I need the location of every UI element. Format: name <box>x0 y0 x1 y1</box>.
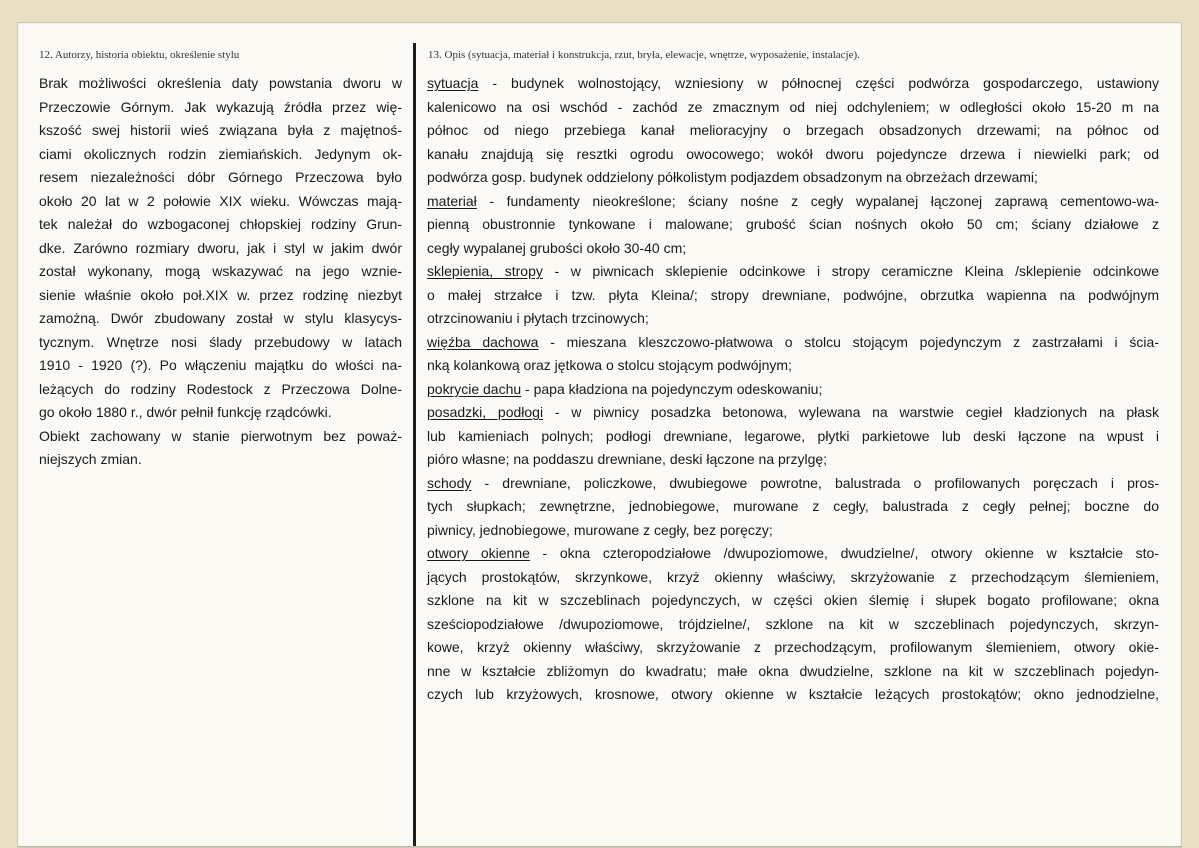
section-12-body <box>39 72 402 472</box>
line-text: - okna czteropodziałowe /dwupoziomowe, dwudzielne/, otwory okienne w kształcie sto- <box>529 545 1159 561</box>
text-line <box>427 354 1159 378</box>
line-text: piwnicy, jednobiegowe, murowane z cegły, bez poręczy; <box>427 521 773 538</box>
line-text: pienną obustronnie tynkowane i malowane; grubość ścian nośnych około 50 cm; ściany działowe z <box>427 216 1159 232</box>
line-text: lub kamieniach polnych; podłogi drewniane, legarowe, płytki parkietowe lub deski łączone na wpust i <box>427 427 1159 444</box>
section-12-header: 12. Autorzy, historia obiektu, określenie stylu <box>39 49 240 61</box>
text-line <box>427 307 1159 331</box>
line-text: nne w kształcie zbliżomyn do kwadratu; małe okna dwudzielne, szklone na kit w szczeblinach pojedyn- <box>427 662 1159 679</box>
section-term: posadzki, podłogi <box>427 404 544 420</box>
line-text: - w piwnicy posadzka betonowa, wylewana na warstwie cegieł kładzionych na płask <box>543 404 1159 420</box>
left-column <box>38 23 403 847</box>
text-line: niejszych zmian. <box>39 451 142 467</box>
text-line: został wykonany, mogą wskazywać na jego wznie- <box>39 263 402 279</box>
text-line <box>427 166 1159 190</box>
sheet-bottom-edge <box>18 846 1181 847</box>
text-line <box>427 260 1159 284</box>
text-line <box>427 190 1159 214</box>
line-text: otrzcinowaniu i płytach trzcinowych; <box>427 310 649 326</box>
text-line <box>427 519 1159 543</box>
text-line <box>427 613 1159 637</box>
text-line <box>427 143 1159 167</box>
text-line: Brak możliwości określenia daty powstania dworu w <box>39 75 402 91</box>
text-line: tek należał do wzbogaconej chłopskiej rodziny Grun- <box>39 216 402 232</box>
section-13-body <box>427 72 1159 707</box>
document-sheet <box>17 22 1182 848</box>
right-column <box>423 23 1163 847</box>
text-line: sienie właśnie około poł.XIX w. przez rodzinę niezbyt <box>39 286 402 303</box>
text-line: Obiekt zachowany w stanie pierwotnym bez poważ- <box>39 427 402 444</box>
text-line: dke. Zarówno rozmiary dworu, jak i styl w jakim dwór <box>39 239 402 256</box>
line-text: kalenicowo na osi wschód - zachód ze zmacznym od niej odchyleniem; w odległości około 15-20 m na <box>427 98 1159 115</box>
text-line: 1910 - 1920 (?). Po włączeniu majątku do włości na- <box>39 357 402 373</box>
text-line: tycznym. Wnętrze nosi ślady przebudowy w latach <box>39 333 402 350</box>
text-line: Przeczowie Górnym. Jak wykazują źródła przez wię- <box>39 98 402 115</box>
text-line: go około 1880 r., dwór pełnił funkcję rządcówki. <box>39 404 332 420</box>
text-line <box>427 472 1159 496</box>
text-line <box>427 636 1159 660</box>
section-term: więźba dachowa <box>427 333 539 350</box>
text-line <box>427 401 1159 425</box>
section-term: pokrycie dachu <box>427 380 522 397</box>
text-line <box>427 448 1159 472</box>
line-text: o małej strzałce i tzw. płyta Kleina/; stropy drewniane, podwójne, obrzutka wapienna na podwójnym <box>427 286 1159 303</box>
section-term: sklepienia, stropy <box>427 263 543 279</box>
text-line: ciami okolicznych rodzin ziemiańskich. Jedynym ok- <box>39 145 402 162</box>
line-text: cegły wypalanej grubości około 30-40 cm; <box>427 239 687 256</box>
text-line: leżących do rodziny Rodestock z Przeczowa Dolne- <box>39 380 402 397</box>
text-line <box>427 284 1159 308</box>
line-text: czych lub krzyżowych, krosnowe, otwory okienne w kształcie leżących prostokątów; okno jednodzielne, <box>427 686 1159 702</box>
section-term: materiał <box>427 192 477 209</box>
text-line <box>427 119 1159 143</box>
text-line: zamożną. Dwór zbudowany został w stylu klasycys- <box>39 310 402 326</box>
text-line <box>427 589 1159 613</box>
text-line <box>427 331 1159 355</box>
section-term: sytuacja <box>427 75 479 91</box>
section-13-header: 13. Opis (sytuacja, materiał i konstrukcja, rzut, bryła, elewacje, wnętrze, wyposażenie, instalacje). <box>428 49 860 61</box>
line-text: kanału znajdują się resztki ogrodu owocowego; wokół dworu pojedyncze drzewa i niewielki park; od <box>427 145 1159 162</box>
section-term: otwory okienne <box>427 545 530 561</box>
line-text: - mieszana kleszczowo-płatwowa o stolcu stojącym pojedynczym z zastrzałami i ścia- <box>538 333 1159 350</box>
text-line <box>427 237 1159 261</box>
line-text: pióro własne; na poddaszu drewniane, deski łączone na przylgę; <box>427 451 828 467</box>
text-line <box>427 378 1159 402</box>
text-line <box>427 566 1159 590</box>
line-text: tych słupkach; zewnętrzne, jednobiegowe, murowane z cegły, balustrada z cegły pełnej; boczne do <box>427 498 1159 514</box>
text-line: resem niezależności dóbr Górnego Przeczowa było <box>39 169 402 185</box>
text-line <box>427 542 1159 566</box>
text-line: kszość swej historii wieś związana była z majętnoś- <box>39 122 402 138</box>
text-line <box>427 96 1159 120</box>
text-line <box>427 72 1159 96</box>
line-text: północ od niego przebiega kanał melioracyjny o brzegach obsadzonych drzewami; na północ od <box>427 122 1159 138</box>
text-line <box>427 425 1159 449</box>
line-text: - drewniane, policzkowe, dwubiegowe powrotne, balustrada o profilowanych poręczach i pros- <box>471 474 1159 491</box>
line-text: nką kolankową oraz jętkowa o stolcu stojącym podwójnym; <box>427 357 792 373</box>
text-line <box>427 495 1159 519</box>
line-text: jących prostokątów, skrzynkowe, krzyż okienny właściwy, skrzyżowanie z przechodzącym ślemieniem, <box>427 568 1159 585</box>
line-text: podwórza gosp. budynek oddzielony półkolistym podjazdem obsadzonym na obrzeżach drzewami; <box>427 169 1038 185</box>
column-divider <box>413 43 416 847</box>
line-text: sześciopodziałowe /dwupoziomowe, trójdzielne/, szklone na kit w szczeblinach pojedynczych, skrzyn- <box>427 615 1159 632</box>
text-line: około 20 lat w 2 połowie XIX wieku. Wówczas mają- <box>39 192 402 209</box>
line-text: - papa kładziona na pojedynczym odeskowaniu; <box>521 380 823 397</box>
line-text: szklone na kit w szczeblinach pojedynczych, w części okien ślemię i słupek bogato profilowane; okna <box>427 592 1159 608</box>
text-line <box>427 213 1159 237</box>
line-text: - budynek wolnostojący, wzniesiony w północnej części podwórza gospodarczego, ustawiony <box>478 75 1159 91</box>
text-line <box>427 660 1159 684</box>
line-text: - w piwnicach sklepienie odcinkowe i stropy ceramiczne Kleina /sklepienie odcinkowe <box>542 263 1160 279</box>
line-text: - fundamenty nieokreślone; ściany nośne z cegły wypalanej łączonej zaprawą cementowo-wa- <box>476 192 1159 209</box>
line-text: kowe, krzyż okienny właściwy, skrzyżowanie z przechodzącym, profilowanym ślemieniem, otwory okie- <box>427 639 1159 655</box>
text-line <box>427 683 1159 707</box>
section-term: schody <box>427 474 472 491</box>
